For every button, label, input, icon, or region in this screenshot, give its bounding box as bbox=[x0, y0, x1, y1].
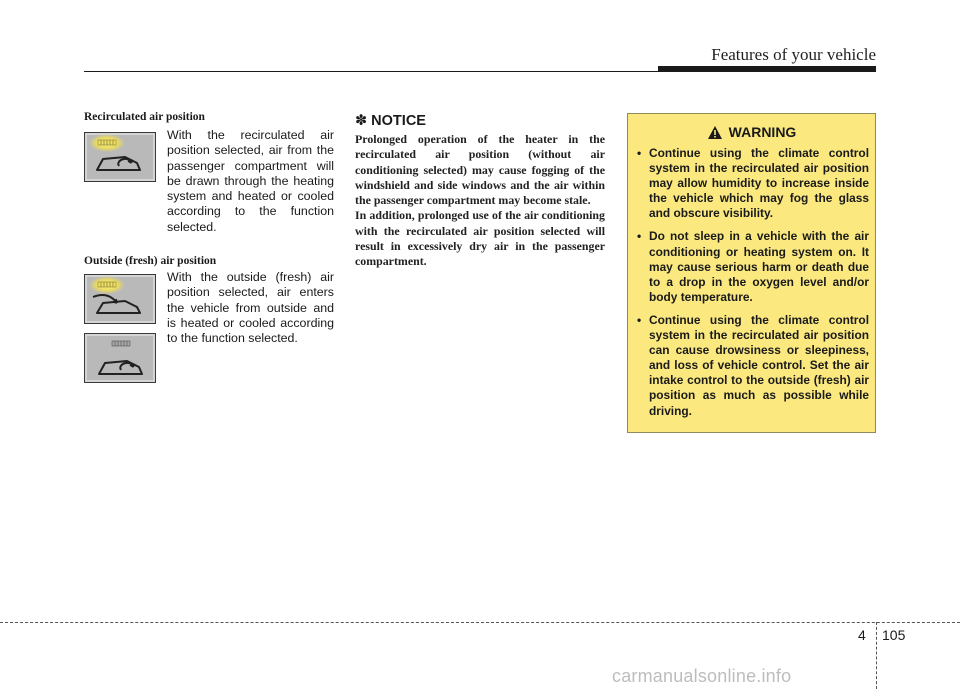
header-title: Features of your vehicle bbox=[711, 45, 876, 64]
outside-air-off-icon bbox=[84, 333, 156, 383]
notice-text bbox=[355, 132, 605, 270]
outside-air-icon bbox=[84, 274, 156, 324]
watermark: carmanualsonline.info bbox=[612, 666, 792, 686]
warning-item: • Continue using the climate control system in the recirculated air position may allow humidity to increase inside the vehicle which may fog the glass and obscure visibility. bbox=[637, 146, 869, 221]
warning-triangle-icon bbox=[707, 125, 723, 140]
warning-heading bbox=[628, 124, 875, 140]
outside-text: With the outside (fresh) air position selected, air enters the vehicle from outside and is heated or cooled according to the function selected. bbox=[167, 270, 334, 346]
recirculated-heading: Recirculated air position bbox=[84, 111, 205, 123]
warning-item: • Do not sleep in a vehicle with the air conditioning or heating system on. It may cause serious harm or death due to a drop in the oxygen level and/or body temperature. bbox=[637, 229, 869, 304]
page-number: 105 bbox=[882, 627, 906, 643]
warning-box bbox=[627, 113, 876, 433]
header-rule-bold bbox=[658, 66, 876, 72]
footer-rule bbox=[0, 622, 960, 623]
footer-divider bbox=[876, 622, 877, 689]
chapter-number: 4 bbox=[858, 627, 866, 643]
notice-text-content: Prolonged operation of the heater in the recirculated air position (without air conditioning selected) may cause fogging of the windshield and side windows and the air within the passenger compartment may become stale. In addition, prolonged use of the air conditioning with the recirculated air position selected will result in excessively dry air in the passenger compartment. bbox=[355, 132, 605, 269]
warning-list bbox=[637, 146, 869, 427]
recirculated-text: With the recirculated air position selected, air from the passenger compartment will be drawn through the heating system and heated or cooled according to the function selected. bbox=[167, 128, 334, 234]
recirculate-air-icon bbox=[84, 132, 156, 182]
outside-heading: Outside (fresh) air position bbox=[84, 255, 217, 267]
header-rule bbox=[84, 71, 658, 72]
warning-title: WARNING bbox=[728, 124, 797, 140]
warning-item: • Continue using the climate control system in the recirculated air position can cause drowsiness or sleepiness, and loss of vehicle control. Set the air intake control to the outside (fresh) air position as much as possible while driving. bbox=[637, 313, 869, 419]
notice-title: ✽ NOTICE bbox=[355, 113, 426, 129]
